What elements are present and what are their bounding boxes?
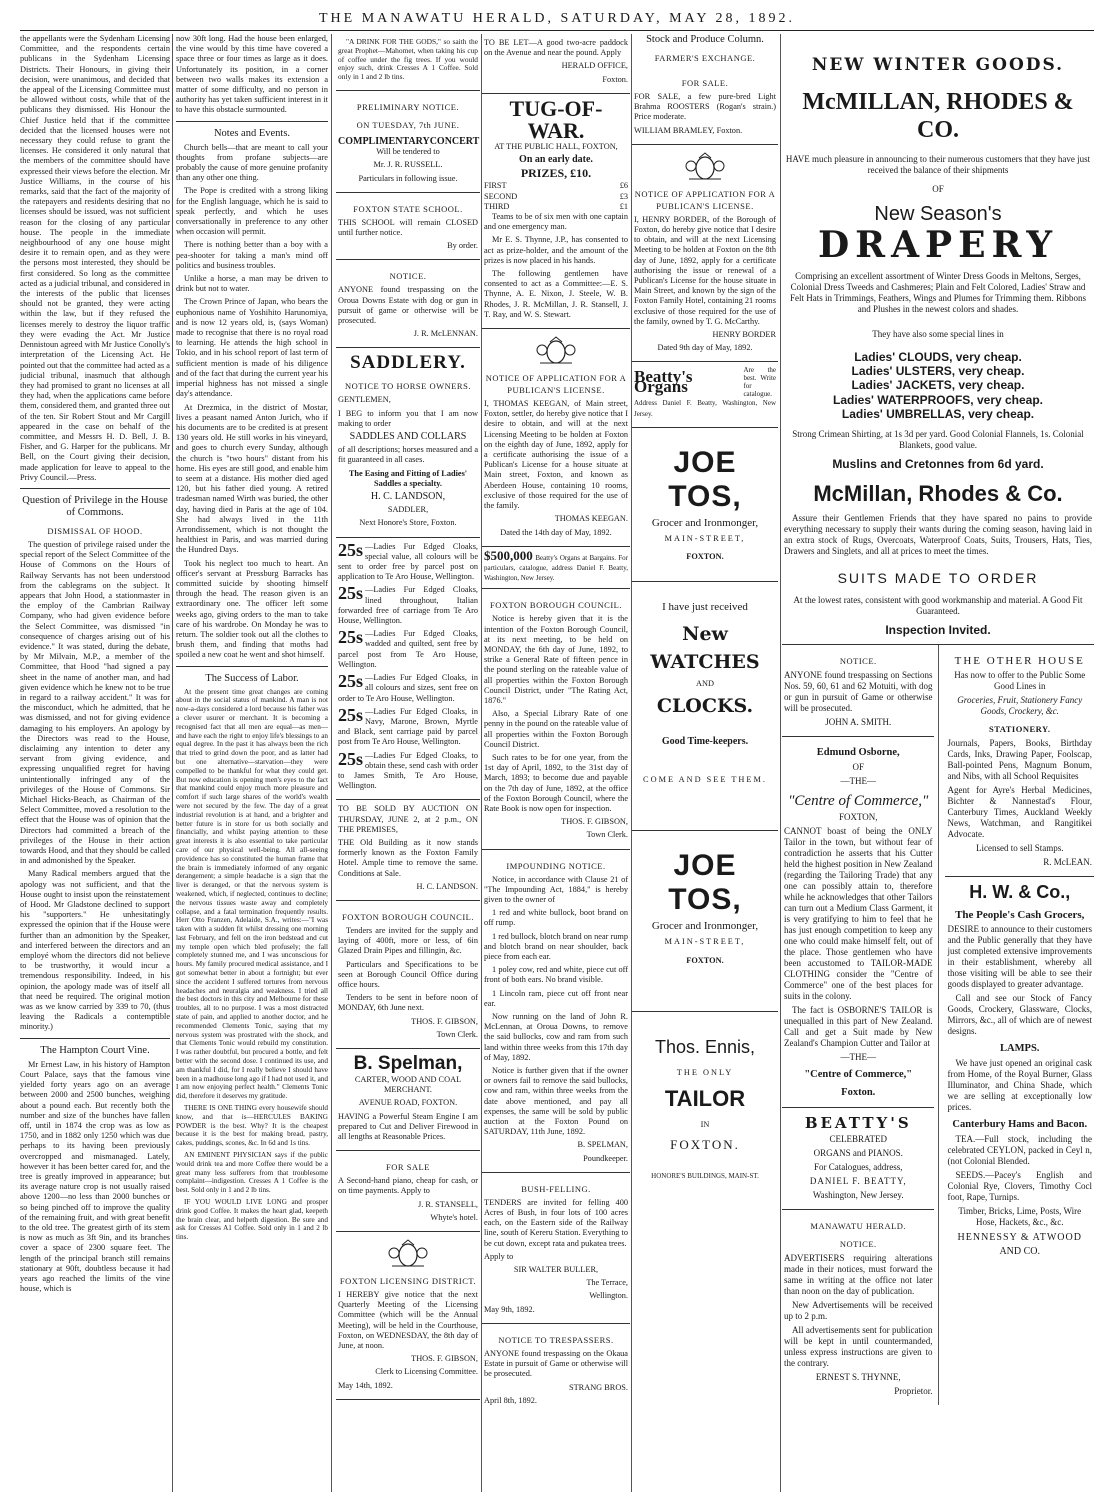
joe-tos-advert bbox=[632, 428, 778, 583]
other-house-advert bbox=[945, 645, 1094, 877]
advert-text: MAIN-STREET, bbox=[664, 534, 746, 544]
column-4 bbox=[482, 34, 630, 1492]
advert-text: TEA.—Full stock, including the celebrated CEYLON, packed in Ceyl n, (not Colonial Blended. bbox=[947, 1134, 1092, 1167]
coffee-advert bbox=[336, 34, 480, 91]
advert-text: Comprising an excellent assortment of Winter Dress Goods in Meltons, Serges, Colonial Dress Tweeds and Cashmeres; Plain and Felt Colored, Ladies' Straw and Felt Hats in Trimmings, Feathers, Wings and Plumes for Trimming them. Ribbons and Plushes in the newest colors and shades. bbox=[790, 271, 1086, 314]
article-text: The question of privilege raised under the special report of the Select Committee of the House of Commons on the Hours of Railway Servants has not been understood from the cablegrams on the subject. It appears that John Hood, a stationmaster in the employ of the Cambrian Railway Company, who had given evidence before the Select Committee, was dismissed "in consequence of charges arising out of his evidence." It was stated, during the debate, by Mr Milvain, M.P., a member of the Committee, that Hood "had signed a pay sheet in the name of another man, and had given evidence which he knew not to be true in regard to a railway accident." It was for the misconduct, which he admitted, that he was dismissed, and not for giving evidence damaging to his employers. An apology by the Directors was read to the House, disclaiming any intention to deter any servant from giving evidence, and expressing unqualified regret for having unintentionally infringed any of the privileges of the House of Commons. Sir Michael Hicks-Beach, as Chairman of the Select Committee, moved a resolution to the effect that the House was of opinion that the Directors had committed a breach of the privileges of the House in their action towards Hood, and that they should be called in and admonished by the Speaker. bbox=[20, 539, 170, 866]
advert-signature: SIR WALTER BULLER, bbox=[513, 1265, 599, 1275]
list-item: Ladies' CLOUDS, very cheap. bbox=[854, 350, 1022, 364]
advert-signature: AND CO. bbox=[999, 1246, 1041, 1258]
advert-heading: STATIONERY. bbox=[988, 724, 1051, 735]
advert-text: —Ladies Fur Edged Cloaks, in all colours and sizes, sent free on order to Te Aro House, Wellington. bbox=[338, 673, 478, 703]
prize-row: SECOND £3 bbox=[484, 191, 628, 201]
advert-text: I, THOMAS KEEGAN, of Main street, Foxton, settler, do hereby give notice that I desire to obtain, and will at the next Licensing Meeting to be holden at Foxton on the eighth day of June, 1892, apply for a certificate authorising the issue of a Publican's License for a house situate at Main street, Foxton, and known as Aberdeen House, containing 10 rooms, exclusive of those required for the use of the family. bbox=[484, 399, 628, 511]
advert-text: Timber, Bricks, Lime, Posts, Wire Hose, Hackets, &c., &c. bbox=[958, 1206, 1082, 1228]
article-text: The Crown Prince of Japan, who bears the euphonious name of Yoshihito Harunomiya, and is now 12 years old, is, (says Woman) made to recognise that there is no royal road to learning. He attends the high school in Tokio, and in his school report of last term of sufficient mention is made of his diligence and of the fact that during the current year his imperial highness has not missed a single day's attendance. bbox=[176, 297, 328, 399]
border-license-advert bbox=[632, 145, 778, 363]
section-subheading: FARMER'S EXCHANGE. bbox=[654, 53, 756, 63]
joe-tos-advert-2 bbox=[632, 831, 778, 1012]
advert-heading: FOXTON STATE SCHOOL. bbox=[353, 203, 463, 214]
advert-text: HONORE'S BUILDINGS, MAIN-ST. bbox=[651, 1171, 759, 1180]
advert-signature: THOS. F. GIBSON, bbox=[411, 1016, 478, 1026]
advert-text: I BEG to inform you that I am now making to order bbox=[338, 408, 478, 428]
coat-of-arms-icon bbox=[675, 152, 735, 182]
list-item: Ladies' ULSTERS, very cheap. bbox=[851, 364, 1025, 379]
advert-text: Good Time-keepers. bbox=[661, 735, 749, 747]
article-text: Took his neglect too much to heart. An officer's servant at Pressburg Barracks has committed suicide by shooting himself through the head. The reason given is an extraordinary one. The officer left some weeks ago, giving orders to the man to take care of his wardrobe. On Monday he was to return. The soldier took out all the clothes to brush them, and finding that moths had spoiled a new coat he went and shot himself. bbox=[176, 558, 328, 660]
cloak-price: 25s bbox=[338, 671, 364, 692]
advert-text: CARTER, WOOD AND COAL MERCHANT. bbox=[354, 1074, 462, 1095]
advert-heading: NOTICE OF APPLICATION FOR A PUBLICAN'S LICENSE. bbox=[634, 188, 776, 211]
advert-text: FOXTON. bbox=[670, 1137, 740, 1153]
column-6-left bbox=[782, 645, 939, 1405]
beatty-pianos-advert bbox=[782, 1108, 934, 1210]
article-heading: The Hampton Court Vine. bbox=[40, 1044, 150, 1056]
advert-text: Tenders to be sent in before noon of MONDAY, 6th June next. bbox=[338, 993, 478, 1013]
advert-heading: "Centre of Commerce," bbox=[788, 793, 929, 810]
advert-text: MAIN-STREET, bbox=[664, 937, 746, 947]
advert-text: Tenders are invited for the supply and laying of 400ft, more or less, of 6in Glazed Drain Pipes and fillingin, &c. bbox=[338, 925, 478, 956]
article-heading: The Success of Labor. bbox=[205, 672, 299, 684]
advert-date: May 9th, 1892. bbox=[484, 1304, 535, 1314]
advert-text: Journals, Papers, Books, Birthday Cards, Inks, Drawing Paper, Foolscap, Ball-pointed Pens, Magnum Bonum, and Nibs, with all School Requisites bbox=[947, 738, 1092, 782]
advert-date: Dated 9th day of May, 1892. bbox=[657, 343, 753, 353]
advert-signature: Clerk to Licensing Committee. bbox=[375, 1367, 478, 1377]
advert-text: Mr E. S. Thynne, J.P., has consented to act as prize-holder, and the amount of the prizes is now placed in his hands. bbox=[484, 235, 628, 265]
advert-text: CELEBRATED bbox=[829, 1134, 887, 1145]
advert-text: Also, a Special Library Rate of one penny in the pound on the rateable value of all properties within the Foxton Borough Council District. bbox=[484, 709, 628, 749]
advert-text: THERE IS ONE THING every housewife should know, and that is—HERCULES BAKING POWDER is the best. Why? It is the cheapest because it is the best for making bread, pastry, cakes, puddings, scones, &c. In 6d and 1s tins. bbox=[176, 1104, 328, 1148]
concert-title: COMPLIMENTARY bbox=[338, 135, 430, 147]
column-rule bbox=[780, 34, 781, 1492]
advert-subheading: NOTICE TO HORSE OWNERS. bbox=[345, 381, 471, 392]
advert-text: —Ladies Fur Edged Cloaks, in Navy, Marone, Brown, Myrtle and Black, sent carriage paid by parcel post from Te Aro House, Wellington. bbox=[338, 706, 478, 747]
advert-heading: IMPOUNDING NOTICE. bbox=[506, 860, 606, 871]
advert-text: SADDLER, bbox=[387, 505, 429, 515]
advert-heading: McMILLAN, RHODES & CO. bbox=[802, 89, 1074, 143]
advert-heading: FOR SALE bbox=[386, 1162, 430, 1173]
advert-text: COME AND SEE THEM. bbox=[643, 775, 767, 785]
rate-notice bbox=[482, 589, 630, 849]
advert-text: CANNOT boast of being the ONLY Tailor in the town, but without fear of contradiction he asserts that his Cutter held the highest position in New Zealand (regarding the Tailoring Trade) that any one can possibly attain to, therefore while he acknowledges that other Tailors can turn out a Medium Class Garment, it is very gratifying to him to feel that he has just enough competition to keep any one who could make himself felt, out of the place. Those gentlemen who have been accustomed to TAILOR-MADE CLOTHING consider the "Centre of Commerce" one of the best places for suits in the colony. bbox=[784, 826, 933, 1002]
advert-text: Such rates to be for one year, from the 1st day of April, 1892, to the 31st day of March, 1893; to become due and payable on the 7th day of June, 1892, at the office of the Foxton Borough Council, where the Rate Book is now open for inspection. bbox=[484, 752, 628, 813]
advert-text: ANYONE found trespassing on Sections Nos. 59, 60, 61 and 62 Motuiti, with dog or gun in pursuit of Game or otherwise will be prosecuted. bbox=[784, 670, 933, 714]
advert-text: PRIZES, £10. bbox=[520, 166, 592, 181]
advert-signature: R. McLEAN. bbox=[1043, 857, 1092, 868]
cloak-price: 25s bbox=[338, 704, 364, 725]
mcmillan-advert bbox=[782, 34, 1094, 645]
bush-felling-advert bbox=[482, 1173, 630, 1324]
advert-text: —THE— bbox=[840, 776, 876, 787]
advert-heading: The People's Cash Grocers, bbox=[955, 909, 1085, 922]
list-item: 1 poley cow, red and white, piece cut off front of both ears. No brand visible. bbox=[484, 965, 628, 985]
advert-heading: New bbox=[682, 622, 728, 645]
concert-advert bbox=[336, 91, 480, 193]
column-rule bbox=[331, 34, 332, 1492]
advert-signature: By order. bbox=[447, 241, 478, 251]
advert-signature: The Terrace, bbox=[586, 1278, 628, 1288]
advert-text: —THE— bbox=[840, 1052, 876, 1063]
divider bbox=[176, 121, 328, 122]
auction-advert bbox=[336, 800, 480, 901]
advert-text: of all descriptions; horses measured and a fit guaranteed in all cases. bbox=[338, 445, 478, 465]
column-rule bbox=[172, 34, 173, 1492]
advert-heading: JOE TOS, bbox=[668, 849, 742, 917]
advert-text: Strong Crimean Shirting, at 1s 3d per yard. Good Colonial Flannels, 1s. Colonial Blankets, good value. bbox=[792, 429, 1084, 451]
advert-text: Beatty's Organs at Bargains. For particulars, catalogue, address Daniel F. Beatty, Washington, New Jersey. bbox=[484, 553, 628, 583]
column-6-right bbox=[939, 645, 1094, 1405]
advert-text: FOXTON. bbox=[686, 955, 724, 965]
cloak-price: 25s bbox=[338, 539, 364, 560]
advert-heading: NOTICE. bbox=[839, 656, 877, 667]
advert-heading: DRAPERY bbox=[817, 224, 1059, 266]
advert-heading: $500,000 bbox=[484, 547, 533, 563]
advert-text: TENDERS are invited for felling 400 Acres of Bush, in four lots of 100 acres each, on the Eastern side of the Railway line, south of Kereru Station. Everything to be cut down, except rata and pukatea trees. bbox=[484, 1197, 628, 1248]
beatty-organs-advert bbox=[632, 362, 778, 427]
advert-heading: BEATTY'S bbox=[804, 1114, 912, 1133]
advert-text: THE ONLY bbox=[676, 1067, 734, 1077]
list-item: Ladies' WATERPROOFS, very cheap. bbox=[832, 392, 1044, 407]
advert-date: May 14th, 1892. bbox=[338, 1380, 393, 1390]
advert-text: ANYONE found trespassing on the Oroua Downs Estate with dog or gun in pursuit of game or otherwise will be prosecuted. bbox=[338, 285, 478, 326]
advert-text: Groceries, Fruit, Stationery Fancy Goods, Crockery, &c. bbox=[957, 695, 1083, 717]
advert-heading: FOXTON BOROUGH COUNCIL. bbox=[489, 600, 622, 611]
cloak-price: 25s bbox=[338, 748, 364, 769]
prize-row: FIRST £6 bbox=[484, 181, 628, 191]
advert-text: Particulars in following issue. bbox=[358, 173, 458, 183]
beatty-small-advert bbox=[482, 547, 630, 590]
cloak-price: 25s bbox=[338, 583, 364, 604]
advert-signature: Poundkeeper. bbox=[583, 1153, 628, 1163]
advert-text: Call and see our Stock of Fancy Goods, Crockery, Glassware, Clocks, Mirrors, &c., all of which are of newest designs. bbox=[947, 993, 1092, 1037]
advert-text: TO BE LET—A good two-acre paddock on the Avenue and near the pound. Apply bbox=[484, 38, 628, 58]
advert-text: Licensed to sell Stamps. bbox=[975, 843, 1064, 854]
article-text: now 30ft long. Had the house been enlarged, the vine would by this time have covered a space three or four times as large as it does. Unfortunately its position, in a corner between two walls makes its extension a matter of some difficulty, and no person in authority has yet taken sufficient interest in it to have this obstacle surmounted. bbox=[176, 34, 328, 115]
advert-signature: WILLIAM BRAMLEY, Foxton. bbox=[634, 125, 743, 135]
column-1 bbox=[20, 34, 170, 1492]
advert-text: HAVE much pleasure in announcing to their numerous customers that they have just received the balance of their shipments bbox=[785, 154, 1091, 175]
advert-signature: THOS. F. GIBSON, bbox=[411, 1354, 478, 1364]
article-text: Many Radical members argued that the apology was not sufficient, and that the House ought to insist upon the reinstatement of Hood. Mr Gladstone declined to support his "supporters." He unhesitatingly expressed the opinion that if the House were further than an admonition by the Speaker, and interfered between the directors and an employé whom the directors did not believe to be trustworthy, it would incur a tremendous responsibility. Indeed, in his opinion, the apology made was of itself all that need be required. The original motion was as we know carried by 339 to 70, (thus leaving the Radicals a contemptible minority.) bbox=[20, 869, 170, 1032]
advert-text: The fact is OSBORNE'S TAILOR is unequalled in this part of New Zealand. Call and get a Suit made by New Zealand's Champion Cutter and Tailor at bbox=[784, 1005, 933, 1049]
advert-heading: SADDLERY. bbox=[350, 352, 466, 374]
section-heading: Stock and Produce Column. bbox=[646, 34, 764, 45]
advert-text: Mr. J. R. RUSSELL. bbox=[373, 160, 443, 170]
article-text: Mr Ernest Law, in his history of Hampton Court Palace, says that the famous vine yielded forty years ago on an average between 2000 and 2500 bunches, weighing about a pound each. But recently both the number and size of the bunches have fallen off, until in 1874 the crop was as low as 1750, and in 1882 only 1250 which was due perhaps to its having been previously overcropped and mismanaged. Lately, however it has been better cared for, and the tree is greatly improved in appearance; but its average nature crop is not usually raised above 1200—no less than 2000 bunches or so being pinched off to improve the quality of the remaining fruit, and with great benefit to the old tree. The greatest girth of its stem is now as much as 3ft 9in, and its branches cover a space of 2300 square feet. The length of the principal branch still remains stationary at 90ft, doubtless because it had years ago reached the limits of the vine house, which is bbox=[20, 1059, 170, 1294]
advert-heading: THE OTHER HOUSE bbox=[954, 655, 1085, 668]
advert-text: GENTLEMEN, bbox=[338, 395, 391, 405]
advert-text: AN EMINENT PHYSICIAN says if the public would drink tea and more Coffee there would be a great many less sufferers from that troublesome complaint—indigestion. Cresses A 1 Coffee is the best. Sold only in 1 and 2 lb tins. bbox=[176, 1151, 328, 1195]
advert-heading: MANAWATU HERALD. bbox=[810, 1221, 907, 1232]
advert-heading: LAMPS. bbox=[1000, 1043, 1040, 1055]
advert-text: Are the best. Write for catalogue. bbox=[743, 366, 776, 399]
advert-heading: CLOCKS. bbox=[656, 694, 754, 717]
advert-heading: B. Spelman, bbox=[353, 1052, 463, 1074]
herald-notice bbox=[782, 1210, 934, 1405]
council-tender-advert bbox=[336, 901, 480, 1049]
advert-text: FOR SALE, a few pure-bred Light Brahma ROOSTERS (Rogan's strain.) Price moderate. bbox=[634, 92, 776, 122]
advert-text: Assure their Gentlemen Friends that they have spared no pains to provide everything necessary to supply their wants during the coming season, having laid in an extra stock of Rugs, Overcoats, Waterproof Coats, Suits, Trousers, Hats, Ties, Drawers and Singlets, and all at prices to meet the times. bbox=[784, 513, 1092, 557]
advert-text: Notice is hereby given that it is the intention of the Foxton Borough Council, at its next meeting, to be held on MONDAY, the 6th day of June, 1892, to strike a General Rate of fifteen pence in the pound sterling on the rateable value of all properties within the Foxton Borough Council District, under "The Rating Act, 1876." bbox=[484, 614, 628, 705]
advert-heading: FOR SALE. bbox=[681, 78, 729, 88]
advert-text: I HEREBY give notice that the next Quarterly Meeting of the Licensing Committee (which will be the Annual Meeting), will be held in the Courthouse, Foxton, on WEDNESDAY, the 8th day of June, at noon. bbox=[338, 1290, 478, 1351]
advert-signature: Town Clerk. bbox=[436, 1029, 478, 1039]
coat-of-arms-icon bbox=[526, 336, 586, 366]
advert-heading: PRELIMINARY NOTICE. bbox=[356, 101, 460, 112]
ennis-tailor-advert bbox=[632, 1012, 778, 1189]
advert-heading: NEW WINTER GOODS. bbox=[811, 55, 1065, 75]
advert-text: THE Old Building as it now stands formerly known as the Foxton Family Hotel. Ample time to remove the same. Conditions at Sale. bbox=[338, 837, 478, 878]
advert-signature: J. R. STANSELL, bbox=[418, 1199, 478, 1209]
spelman-advert bbox=[336, 1049, 480, 1151]
article-text: There is nothing better than a boy with a pea-shooter for taking a man's mind off politics and business troubles. bbox=[176, 240, 328, 270]
advert-signature: HERALD OFFICE, bbox=[561, 61, 628, 71]
list-item: Ladies' JACKETS, very cheap. bbox=[851, 378, 1025, 393]
advert-text: FOXTON, bbox=[838, 812, 878, 823]
advert-heading: FOXTON LICENSING DISTRICT. bbox=[339, 1276, 477, 1287]
cloak-price: 25s bbox=[338, 627, 364, 648]
advert-text: DESIRE to announce to their customers and the Public generally that they have just completed extensive improvements in their establishment, whereby all those visiting will be able to see their goods displayed to greater advantage. bbox=[947, 924, 1092, 990]
advert-text: All advertisements sent for publication will be kept in until countermanded, unless express instructions are given to the contrary. bbox=[784, 1325, 933, 1369]
advert-text: —Ladies Fur Edged Cloaks, lined throughout, Italian forwarded free of carriage from Te Aro House, Wellington. bbox=[338, 585, 478, 626]
advert-heading: McMillan, Rhodes & Co. bbox=[813, 481, 1063, 507]
advert-heading: Edmund Osborne, bbox=[816, 747, 900, 759]
advert-text: —Ladies Fur Edged Cloaks, to obtain these, send cash with order to James Smith, Te Aro House, Wellington. bbox=[338, 750, 478, 791]
advert-signature: Proprietor. bbox=[894, 1386, 933, 1397]
advert-text: A Second-hand piano, cheap for cash, or on time payments. Apply to bbox=[338, 1176, 478, 1196]
smith-trespass-notice bbox=[782, 645, 934, 737]
divider bbox=[20, 488, 170, 489]
advert-text: At the lowest rates, consistent with good workmanship and material. A Good Fit Guaranteed. bbox=[793, 595, 1083, 617]
advert-heading: TO BE SOLD BY AUCTION ON THURSDAY, JUNE 2, at 2 p.m., ON THE PREMISES, bbox=[338, 804, 478, 834]
advert-heading: JOE TOS, bbox=[668, 445, 742, 513]
advert-text: IN bbox=[700, 1120, 710, 1130]
advert-heading: H. W. & Co., bbox=[969, 882, 1071, 903]
advert-text: Particulars and Specifications to be seen at Borough Council Office during office hours. bbox=[338, 959, 478, 989]
advert-heading: NOTICE. bbox=[839, 1239, 877, 1250]
to-let-advert bbox=[482, 34, 630, 94]
trespassers-notice bbox=[482, 1324, 630, 1414]
advert-signature: Whyte's hotel. bbox=[430, 1212, 478, 1222]
column-6 bbox=[782, 34, 1094, 1492]
advert-heading: FOXTON BOROUGH COUNCIL. bbox=[341, 911, 474, 922]
article-subheading: DISMISSAL OF HOOD. bbox=[47, 525, 143, 536]
article-text: Church bells—that are meant to call your thoughts from profane subjects—are probably the cause of more genuine profanity than any other one thing. bbox=[176, 142, 328, 183]
tug-of-war-advert bbox=[482, 94, 630, 329]
advert-text: Apply to bbox=[484, 1251, 514, 1261]
advert-signature: STRANG BROS. bbox=[568, 1382, 628, 1392]
piano-advert bbox=[336, 1151, 480, 1232]
advert-signature: ERNEST S. THYNNE, bbox=[815, 1372, 901, 1383]
divider bbox=[176, 666, 328, 667]
article-heading: Question of Privilege in the House of Commons. bbox=[22, 494, 168, 518]
advert-heading: Canterbury Hams and Bacon. bbox=[952, 1119, 1088, 1131]
advert-text: Will be tendered to bbox=[376, 147, 440, 157]
advert-signature: THOMAS KEEGAN. bbox=[554, 514, 628, 524]
concert-title: CONCERT bbox=[429, 135, 480, 147]
cloaks-advert bbox=[336, 538, 480, 801]
advert-text: —Ladies Fur Edged Cloaks, special value, all colours will be sent to order free by parcel post on application to Te Aro House, Wellington. bbox=[338, 541, 478, 582]
prize-row: THIRD £1 bbox=[484, 201, 628, 211]
article-text: At the present time great changes are coming about in the social status of mankind. A man is not now-a-days considered a lord because his father was a clever usurer or merchant. It is becoming a recognised fact that all men are equal—as men—and have each the right to enjoy life's blessings to an equal degree. In the past it has always been the rich that tried to grind down the poor, and as latter had but one alternative—starvation—they were compelled to be thankful for what they could get. But now education is opening men's eyes to the fact that mankind could enjoy much more pleasure and comfort if such large shares of the world's wealth were not secured by the few. The day of a great industrial revolution is at hand, and a brighter and better future is in store for us both socially and financially, and whilst paying attention to these great interests it is also essential to take particular care of our physical well-being. All all-seeing providence has so constituted the human frame that the brain is immediately informed of any organic derangement; a simple headache is a sign that the liver is deranged, or that the nervous system is weakened, which, if neglected, continues to decline; the nervous tissues waste away and completely collapse, and a fatal termination frequently results. Herr Otto Franzen, Adelaide, S.A., writes:—"I was taken with a sudden fit whilst dressing one morning last February, and fell on the iron bedstead and cut my temple open which bled profusely; the fall completely stunned me, and I was unconscious for hours. My family procured medical assistance, and I got somewhat better in about a fortnight; but ever since the accident I suffered tortures from nervous headaches and neuralgia and weakness. I tried all the best doctors in this city and Melbourne for these troubles, all to no purpose. I was a most distracted state of pain, and applied to another doctor, and he recommended Clements Tonic, saying that my nervous system was prostrated with the shock, and that Clements Tonic would rebuild my constitution. I was rather doubtful, but procured a bottle, and felt better with the second dose. I continued its use, and am thankful I did, for I really believe I should have been in a madhouse long ago if I had not used it, and I am now enjoying perfect health." Clements Tonic did, therefore it deserves my gratitude. bbox=[176, 687, 328, 1101]
advert-text: Teams to be of six men with one captain and one emergency man. bbox=[484, 212, 628, 232]
advert-heading: WATCHES bbox=[650, 650, 760, 673]
advert-heading: New Season's bbox=[874, 203, 1002, 225]
article-text: Unlike a horse, a man may be driven to drink but not to water. bbox=[176, 274, 328, 294]
advert-text: ADVERTISERS requiring alterations made in their notices, must forward the same in writing at the office not later than noon on the day of publication. bbox=[784, 1253, 933, 1297]
advert-text: I have just received bbox=[662, 601, 748, 614]
advert-text: Inspection Invited. bbox=[885, 623, 991, 638]
article-heading: Notes and Events. bbox=[213, 127, 291, 139]
advert-text: H. C. LANDSON, bbox=[370, 491, 446, 503]
advert-text: DANIEL F. BEATTY, bbox=[809, 1176, 907, 1187]
list-item: 1 Lincoln ram, piece cut off front near ear. bbox=[484, 988, 628, 1008]
advert-text: —Ladies Fur Edged Cloaks, wadded and quilted, sent free by parcel post from Te Aro House, Wellington. bbox=[338, 629, 478, 669]
advert-text: Now running on the land of John R. McLennan, at Oroua Downs, to remove the said bullocks, cow and ram from such land within three weeks from this 17th day of May, 1892. bbox=[484, 1012, 628, 1062]
advert-heading: BUSH-FELLING. bbox=[521, 1183, 591, 1194]
advert-text: I, HENRY BORDER, of the Borough of Foxton, do hereby give notice that I desire to obtain, and will at the next Licensing Meeting to be holden at Foxton on the 8th day of June, 1892, apply for a certificate authorising the issue or renewal of a Publican's License for the house situate in Main Street, and known by the sign of the Foxton Family Hotel, containing 21 rooms exclusive of those required for the use of the family, owned by T. G. McCarthy. bbox=[634, 214, 776, 326]
column-3 bbox=[336, 34, 480, 1492]
advert-text: Has now to offer to the Public Some Good Lines in bbox=[954, 670, 1086, 692]
advert-text: The following gentlemen have consented to act as a Committee:—E. S. Thynne, A. E. Nixon, J. Steele, W. B. Rhodes, J. R. McMillan, J. R. Stansell, J. T. Ray, and W. S. Stewart. bbox=[484, 269, 628, 319]
advert-text: For Catalogues, address, bbox=[814, 1162, 903, 1173]
advert-text: They have also some special lines in bbox=[872, 329, 1004, 339]
advert-text: Grocer and Ironmonger, bbox=[651, 516, 759, 529]
advert-text: OF bbox=[852, 762, 864, 773]
advert-heading: SUITS MADE TO ORDER bbox=[837, 570, 1039, 587]
advert-text: Address Daniel F. Beatty, Washington, New Jersey. bbox=[634, 399, 776, 418]
advert-date: Dated the 14th day of May, 1892. bbox=[500, 527, 612, 537]
advert-signature: Wellington. bbox=[589, 1291, 628, 1301]
advert-heading: Foxton. bbox=[841, 1087, 876, 1099]
advert-heading: Beatty's Organs bbox=[634, 367, 693, 397]
roosters-advert bbox=[632, 67, 778, 145]
osborne-advert bbox=[782, 737, 934, 1108]
advert-heading: "Centre of Commerce," bbox=[804, 1069, 913, 1081]
advert-heading: NOTICE. bbox=[389, 271, 427, 282]
advert-signature: HENRY BORDER bbox=[712, 330, 776, 340]
advert-text: We have just opened an original cask from Home, of the Royal Burner, Glass Illuminator, and China Shade, which we are selling at exceptionally low prices. bbox=[947, 1058, 1092, 1113]
advert-signature: HENNESSY & ATWOOD bbox=[957, 1232, 1082, 1244]
advert-heading: NOTICE OF APPLICATION FOR A PUBLICAN'S LICENSE. bbox=[485, 373, 627, 396]
trespass-notice bbox=[336, 260, 480, 348]
advert-signature: B. SPELMAN, bbox=[577, 1140, 628, 1150]
advert-heading: ON TUESDAY, 7th JUNE. bbox=[356, 119, 460, 130]
advert-date: April 8th, 1892. bbox=[484, 1395, 538, 1405]
advert-text: Notice, in accordance with Clause 21 of "The Impounding Act, 1884," is hereby given to the owner of bbox=[484, 874, 628, 904]
article-text: At Drezmica, in the district of Mostar, lives a peasant named Anton Jurich, who if his documents are to be credited is at present 130 years old. He still works in his vineyard, and goes to church every Sunday, although the church is "two hours" distant from his home. His eyes are still good, and enable him to seem at a distance. His mother died aged 120, but his father died young. A retired tradesman named Wirth was buried, the other day, having died in Paris at the age of 104. She had always lived in the 11th Arrondissement, which is not thought the healthiest in Paris, and was married during the Hundred Days. bbox=[176, 402, 328, 555]
list-item: Ladies' UMBRELLAS, very cheap. bbox=[841, 406, 1035, 421]
advert-signature: Foxton. bbox=[602, 74, 628, 84]
advert-text: HAVING a Powerful Steam Engine I am prepared to Cut and Deliver Firewood in all lengths at Reasonable Prices. bbox=[338, 1111, 478, 1141]
article-text: the appellants were the Sydenham Licensing Committee, and the respondents certain publicans in the Sydenham Licensing Districts. Their Honours, in giving their decision, were unanimous, and decided that the appeal of the Licensing Committee must be allowed without costs, while that of the publicans they dismissed. His Honour the Chief Justice held that if the committee decided that the licensed houses were not necessary they could refuse to grant the licenses. He considered it only natural that the members of the committee should have expressed their views before the election. Mr Justice Williams, in the course of his remarks, said that the fact of the majority of the ratepayers and residents desiring that no licenses should be issued, was not sufficient reason for the closing of any particular house. The people in the immediate neighbourhood of any one house might desire it to remain open, and as they were the persons most interested, they should be first considered. So long as the committee acted as a judicial tribunal, and considered in the interests of the public that licenses should not be granted, they were acting within the law, but if they refused the licenses merely to destroy the liquor traffic they were evading the Act. Mr Justice Dennistoun agreed with Mr Justice Conolly's interpretation of the Licensing Act. He pointed out that the committee had acted as a judicial tribunal, inasmuch that although they had promised to grant no licenses at all they had, when the applications came before them, considered them, and granted three out of the ten. Sir Robert Stout and Mr Cargill appeared in the case on behalf of the committee, and Messrs H. D. Bell, J. B. Fisher, and G. Harper for the publicans. Mr Bell, on the Court giving their decision, made application for leave to appeal to the Privy Council.—Press. bbox=[20, 34, 170, 482]
masthead: THE MANAWATU HERALD, SATURDAY, MAY 28, 1892. bbox=[20, 8, 1094, 31]
advert-text: AND bbox=[696, 678, 714, 688]
impounding-notice bbox=[482, 850, 630, 1173]
hw-co-advert bbox=[945, 877, 1094, 1265]
advert-text: Washington, New Jersey. bbox=[812, 1190, 904, 1201]
saddlery-advert bbox=[336, 348, 480, 537]
advert-heading: TUG-OF-WAR. bbox=[509, 95, 603, 143]
advert-text: Muslins and Cretonnes from 6d yard. bbox=[832, 457, 1044, 472]
advert-text: The Easing and Fitting of Ladies' Saddles a specialty. bbox=[348, 468, 468, 488]
divider bbox=[20, 1038, 170, 1039]
advert-heading: TAILOR bbox=[664, 1086, 746, 1112]
advert-text: ORGANS and PIANOS. bbox=[813, 1148, 903, 1159]
list-item: 1 red and white bullock, boot brand on off rump. bbox=[484, 908, 628, 928]
advert-signature: H. C. LANDSON. bbox=[416, 881, 478, 891]
advert-text: AT THE PUBLIC HALL, FOXTON, bbox=[494, 141, 618, 151]
watches-advert bbox=[632, 582, 778, 831]
advert-text: IF YOU WOULD LIVE LONG and prosper drink good Coffee. It makes the heart glad, keepeth the brain clear, and helpeth digestion. Be sure and ask for Cresses A1 Coffee. Sold only in 1 and 2 lb tins. bbox=[176, 1198, 328, 1242]
advert-signature: THOS. F. GIBSON, bbox=[561, 817, 628, 827]
school-notice bbox=[336, 193, 480, 261]
advert-text: Next Honore's Store, Foxton. bbox=[359, 518, 457, 528]
advert-text: SEEDS.—Pacey's English and Colonial Rye, Clovers, Timothy Cocl foot, Rape, Turnips. bbox=[947, 1170, 1092, 1203]
advert-text: On an early date. bbox=[519, 154, 593, 166]
advert-signature: JOHN A. SMITH. bbox=[825, 717, 892, 728]
advert-text: "A DRINK FOR THE GODS," so saith the great Prophet—Mahomet, when taking his cup of coffee under the fig trees. If you would enjoy such, drink Cresses A 1 Coffee. Sold only in 1 and 2 lb tins. bbox=[338, 37, 478, 82]
advert-heading: Thos. Ennis, bbox=[654, 1036, 756, 1057]
keegan-license-advert bbox=[482, 329, 630, 547]
advert-heading: NOTICE TO TRESPASSERS. bbox=[498, 1334, 614, 1345]
coat-of-arms-icon bbox=[378, 1239, 438, 1269]
advert-signature: Town Clerk. bbox=[586, 830, 628, 840]
advert-text: New Advertisements will be received up to 2 p.m. bbox=[784, 1300, 933, 1322]
licensing-advert bbox=[336, 1232, 480, 1400]
advert-text: Agent for Ayre's Herbal Medicines, Bichter & Nannestad's Flour, Canterbury Times, Auckland Weekly News, Watchman, and Rangitikei Advocate. bbox=[947, 785, 1092, 840]
advert-text: THIS SCHOOL will remain CLOSED until further notice. bbox=[338, 217, 478, 237]
list-item: 1 red bullock, blotch brand on near rump and blotch brand on near shoulder, back piece from each ear. bbox=[484, 931, 628, 961]
advert-text: AVENUE ROAD, FOXTON. bbox=[358, 1098, 458, 1108]
advert-text: Notice is further given that if the owner or owners fail to remove the said bullocks, cow and ram, within three weeks from the date above mentioned, and pay all expenses, the same will be sold by public auction at the Foxton Pound on SATURDAY, 11th June, 1892. bbox=[484, 1066, 628, 1137]
advert-text: SADDLES AND COLLARS bbox=[349, 431, 467, 443]
advert-text: Grocer and Ironmonger, bbox=[651, 920, 759, 933]
column-2 bbox=[176, 34, 328, 1492]
column-5 bbox=[632, 34, 778, 1492]
advert-signature: J. R. McLENNAN. bbox=[413, 329, 478, 339]
article-text: The Pope is credited with a strong liking for the English language, which he is said to speak perfectly, and which he uses conversationally in preference to any other when occasion will permit. bbox=[176, 186, 328, 237]
advert-text: FOXTON. bbox=[686, 552, 724, 562]
advert-text: ANYONE found trespassing on the Okaua Estate in pursuit of Game or otherwise will be prosecuted. bbox=[484, 1348, 628, 1379]
advert-text: OF bbox=[932, 184, 944, 194]
